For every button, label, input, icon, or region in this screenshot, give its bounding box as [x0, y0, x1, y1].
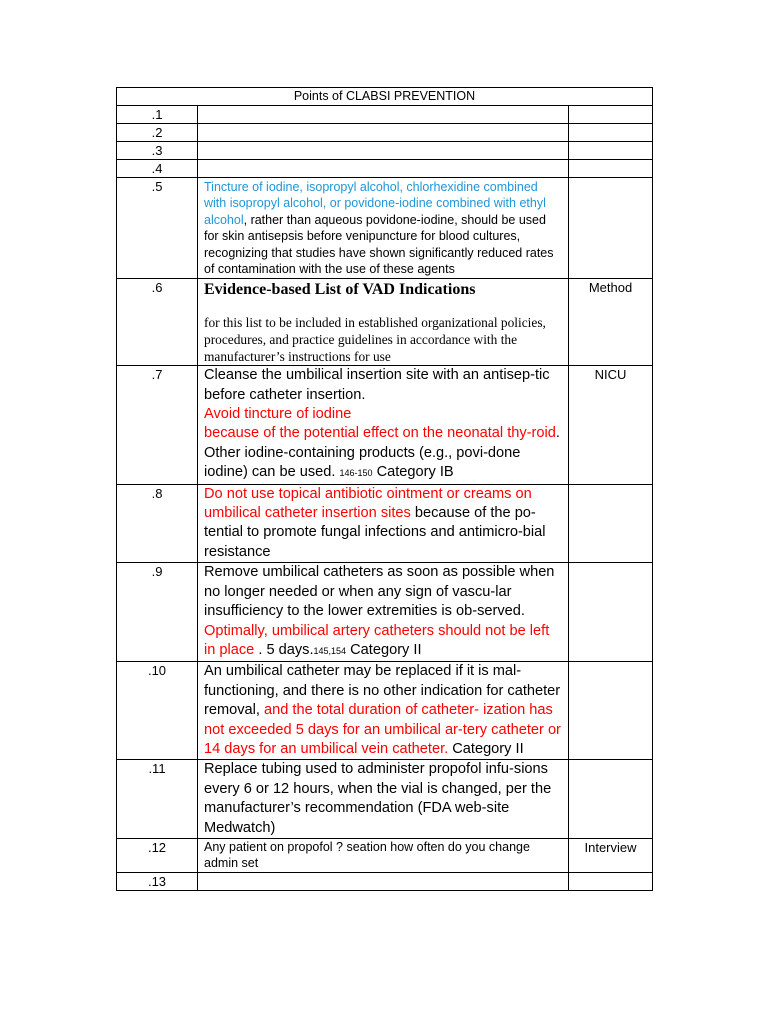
- row-method: [569, 563, 653, 662]
- category-label: Category II: [448, 740, 524, 757]
- row-content: Any patient on propofol ? seation how often do you change admin set: [198, 838, 569, 872]
- row-method: [569, 760, 653, 839]
- row-method: [569, 106, 653, 124]
- table-row: [117, 178, 653, 279]
- replace-catheter-text: An umbilical catheter may be replaced if it is mal-functioning, and there is no other indication for catheter removal,: [204, 663, 561, 719]
- row-number: .3: [117, 142, 198, 160]
- row-content: [198, 124, 569, 142]
- table-row: [117, 838, 653, 872]
- row-content: [198, 142, 569, 160]
- antisepsis-text: , rather than aqueous povidone-iodine, should be used for skin antisepsis before venipuncture for blood cultures, recognizing that studies have shown significantly reduced rates of contamination with the use of these agents: [204, 212, 554, 277]
- table-row: [117, 124, 653, 142]
- thyroid-effect-text: because of the potential effect on the neonatal thy-roid: [204, 425, 556, 442]
- table-title-row: [117, 88, 653, 106]
- table-row: [117, 142, 653, 160]
- row-method: Method: [569, 279, 653, 366]
- row-number: .10: [117, 662, 198, 760]
- reference-numbers: 145,154: [313, 645, 347, 656]
- table-row: [117, 662, 653, 760]
- table-row: [117, 160, 653, 178]
- other-iodine-text: Other iodine-containing products (e.g., povi-done iodine) can be used.: [204, 444, 521, 481]
- row-content: [198, 484, 569, 563]
- remove-catheter-text: Remove umbilical catheters as soon as possible when no longer needed or when any sign of vascu-lar insufficiency to the lower extremities is ob-served.: [204, 564, 555, 620]
- table-title: Points of CLABSI PREVENTION: [117, 88, 653, 106]
- row-content: [198, 279, 569, 366]
- row-number: .8: [117, 484, 198, 563]
- row-content: Replace tubing used to administer propofol infu-sions every 6 or 12 hours, when the vial is changed, per the manufacturer’s recommendation (FDA web-site Medwatch): [198, 760, 569, 839]
- reference-numbers: 146-150: [339, 468, 373, 479]
- vad-indications-heading: Evidence-based List of VAD Indications: [204, 281, 476, 299]
- sentence-end: .: [555, 425, 560, 442]
- row-method: [569, 178, 653, 279]
- table-row: [117, 484, 653, 563]
- avoid-iodine-text: Avoid tincture of iodine: [204, 406, 352, 423]
- no-antibiotic-text: Do not use topical antibiotic ointment or creams on umbilical catheter insertion sites: [204, 485, 532, 522]
- table-row: [117, 872, 653, 890]
- artery-catheter-text: Optimally, umbilical artery catheters should not be left in place: [204, 622, 550, 658]
- table-row: [117, 366, 653, 484]
- table-row: [117, 106, 653, 124]
- row-number: .1: [117, 106, 198, 124]
- row-number: .2: [117, 124, 198, 142]
- row-method: [569, 662, 653, 760]
- vad-indications-body: for this list to be included in established organizational policies, procedures, and practice guidelines in accordance with the manufacturer’s instructions for use: [204, 315, 546, 364]
- cleanse-site-text: Cleanse the umbilical insertion site with an antisep-tic before catheter insertion.: [204, 367, 550, 403]
- row-number: .13: [117, 872, 198, 890]
- antiseptic-agents-text: Tincture of iodine, isopropyl alcohol, chlorhexidine combined with isopropyl alcohol, or povidone-iodine combined with ethyl alcohol: [204, 180, 546, 227]
- days-text: . 5 days.: [254, 641, 314, 658]
- row-content: [198, 872, 569, 890]
- row-number: .6: [117, 279, 198, 366]
- category-label: Category II: [346, 641, 422, 658]
- table-row: [117, 760, 653, 839]
- fungal-infection-text: because of the po-tential to promote fungal infections and antimicro-bial resistance: [204, 505, 546, 560]
- row-number: .9: [117, 563, 198, 662]
- row-method: [569, 142, 653, 160]
- row-method: [569, 484, 653, 563]
- row-method: Interview: [569, 838, 653, 872]
- row-content: [198, 563, 569, 662]
- row-number: .4: [117, 160, 198, 178]
- row-method: [569, 160, 653, 178]
- row-content: [198, 662, 569, 760]
- row-number: .7: [117, 366, 198, 484]
- row-content: [198, 366, 569, 484]
- row-method: NICU: [569, 366, 653, 484]
- row-number: .12: [117, 838, 198, 872]
- row-number: .5: [117, 178, 198, 279]
- category-label: Category IB: [372, 464, 454, 481]
- table-row: [117, 279, 653, 366]
- table-row: [117, 563, 653, 662]
- duration-text: and the total duration of catheter- ization has not exceeded 5 days for an umbilical ar-tery catheter or 14 days for an umbilical vein catheter.: [204, 702, 561, 757]
- row-content: [198, 160, 569, 178]
- row-method: [569, 124, 653, 142]
- row-content: [198, 178, 569, 279]
- row-method: [569, 872, 653, 890]
- row-number: .11: [117, 760, 198, 839]
- row-content: [198, 106, 569, 124]
- clabsi-prevention-table: [116, 87, 653, 891]
